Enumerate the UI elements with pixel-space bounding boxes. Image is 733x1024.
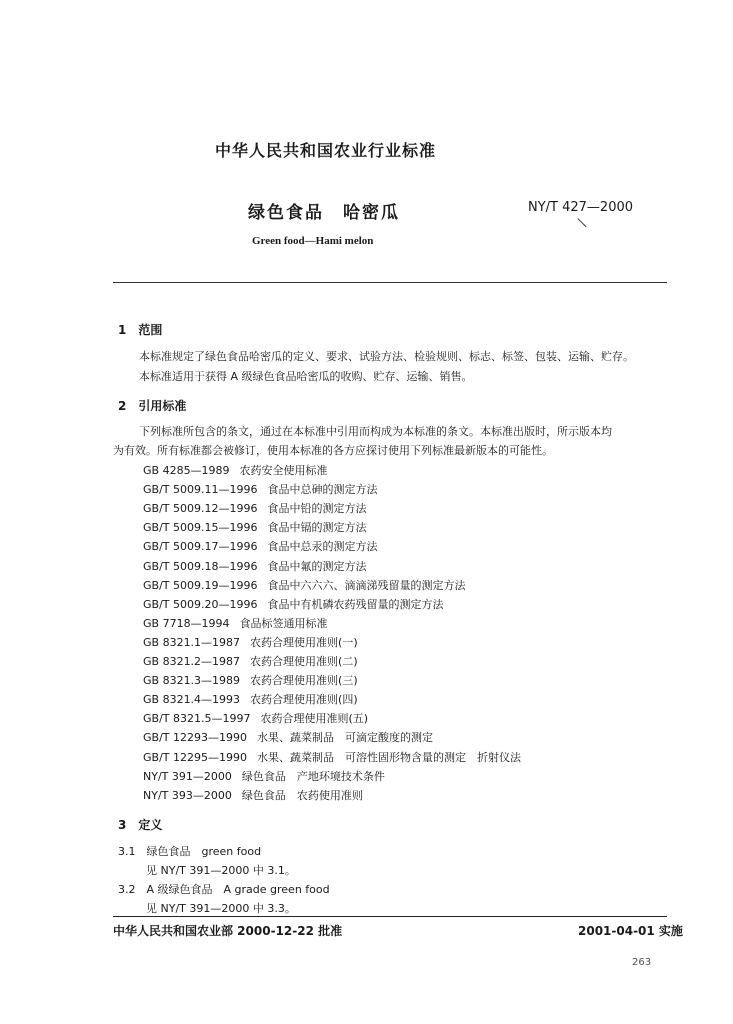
reference-item: [143, 691, 358, 707]
reference-item: [143, 672, 358, 688]
reference-code: GB/T 5009.12—1996: [143, 502, 258, 516]
reference-item: [143, 729, 433, 745]
document-subtitle-en: Green food—Hami melon: [252, 235, 374, 247]
reference-code: NY/T 393—2000: [143, 788, 232, 802]
reference-item: [143, 481, 377, 497]
reference-title: 农药合理使用准则(二): [250, 655, 358, 668]
reference-title: 食品中氟的测定方法: [267, 559, 367, 573]
definition-3-2-term: 3.2 A 级绿色食品 A grade green food: [118, 883, 330, 896]
reference-title: 食品中总汞的测定方法: [267, 540, 378, 554]
issuer-title: 中华人民共和国农业行业标准: [215, 141, 437, 160]
reference-item: [143, 634, 358, 650]
reference-title: 食品中总砷的测定方法: [267, 483, 378, 497]
reference-title: 农药合理使用准则(五): [260, 712, 369, 726]
reference-code: GB/T 5009.18—1996: [143, 559, 258, 573]
reference-title: 农药合理使用准则(一): [250, 635, 358, 649]
reference-item: [143, 500, 366, 516]
reference-item: [143, 768, 385, 784]
effective-date: 2001-04-01 实施: [578, 924, 683, 938]
reference-title: 水果、蔬菜制品 可溶性固形物含量的测定 折射仪法: [256, 750, 521, 764]
reference-title: 食品中镉的测定方法: [267, 521, 367, 535]
reference-code: GB 8321.1—1987: [143, 635, 241, 649]
section-1-para-1: 本标准规定了绿色食品哈密瓜的定义、要求、试验方法、检验规则、标志、标签、包装、运输、贮存。: [139, 350, 634, 363]
page-number: 263: [632, 957, 652, 968]
reference-title: 食品中六六六、滴滴涕残留量的测定方法: [267, 578, 466, 592]
reference-code: NY/T 391—2000: [143, 769, 232, 783]
reference-code: GB 7718—1994: [143, 616, 230, 630]
reference-code: GB/T 12295—1990: [143, 750, 247, 764]
reference-code: GB 8321.4—1993: [143, 693, 241, 707]
section-2-para-line-1: 下列标准所包含的条文，通过在本标准中引用而构成为本标准的条文。本标准出版时，所示版本均: [139, 425, 612, 438]
reference-code: GB 4285—1989: [143, 464, 230, 477]
reference-item: [143, 538, 377, 554]
reference-item: [143, 615, 328, 631]
section-2-para-line-2: 为有效。所有标准都会被修订，使用本标准的各方应探讨使用下列标准最新版本的可能性。: [113, 444, 553, 457]
reference-item: [143, 577, 465, 593]
reference-code: GB/T 5009.19—1996: [143, 578, 258, 592]
footer-divider: [113, 916, 667, 917]
reference-code: GB/T 5009.20—1996: [143, 597, 258, 611]
document-number: NY/T 427—2000: [528, 200, 634, 215]
reference-item: [143, 462, 328, 478]
reference-title: 农药合理使用准则(三): [250, 674, 358, 688]
reference-item: [143, 787, 363, 803]
reference-title: 食品标签通用标准: [239, 616, 328, 630]
approval-statement: 中华人民共和国农业部 2000-12-22 批准: [113, 924, 343, 938]
section-1-heading: 1 范围: [118, 323, 163, 337]
reference-title: 农药合理使用准则(四): [250, 693, 358, 707]
reference-title: 农药安全使用标准: [239, 464, 328, 477]
reference-item: [143, 749, 521, 765]
reference-item: [143, 710, 368, 726]
reference-code: GB/T 5009.17—1996: [143, 540, 258, 554]
reference-item: [143, 519, 366, 535]
section-2-heading: 2 引用标准: [118, 399, 187, 413]
reference-title: 绿色食品 农药使用准则: [241, 788, 363, 802]
reference-title: 绿色食品 产地环境技术条件: [241, 769, 385, 783]
definition-3-1-ref: 见 NY/T 391—2000 中 3.1。: [146, 864, 296, 877]
header-divider: [113, 282, 667, 283]
pen-mark: [577, 218, 586, 227]
reference-code: GB 8321.3—1989: [143, 674, 241, 688]
reference-title: 食品中铅的测定方法: [267, 502, 367, 516]
section-1-para-2: 本标准适用于获得 A 级绿色食品哈密瓜的收购、贮存、运输、销售。: [139, 370, 473, 383]
reference-code: GB/T 12293—1990: [143, 731, 247, 745]
definition-3-1-term: 3.1 绿色食品 green food: [118, 845, 262, 858]
reference-title: 水果、蔬菜制品 可滴定酸度的测定: [256, 731, 433, 745]
document-title: 绿色食品 哈密瓜: [248, 203, 400, 223]
reference-code: GB 8321.2—1987: [143, 655, 241, 668]
reference-code: GB/T 5009.15—1996: [143, 521, 258, 535]
reference-item: [143, 653, 358, 669]
reference-title: 食品中有机磷农药残留量的测定方法: [267, 597, 444, 611]
reference-item: [143, 596, 443, 612]
definition-3-2-ref: 见 NY/T 391—2000 中 3.3。: [146, 902, 296, 915]
reference-code: GB/T 8321.5—1997: [143, 712, 251, 726]
reference-item: [143, 558, 366, 574]
section-3-heading: 3 定义: [118, 818, 163, 832]
reference-code: GB/T 5009.11—1996: [143, 483, 258, 497]
